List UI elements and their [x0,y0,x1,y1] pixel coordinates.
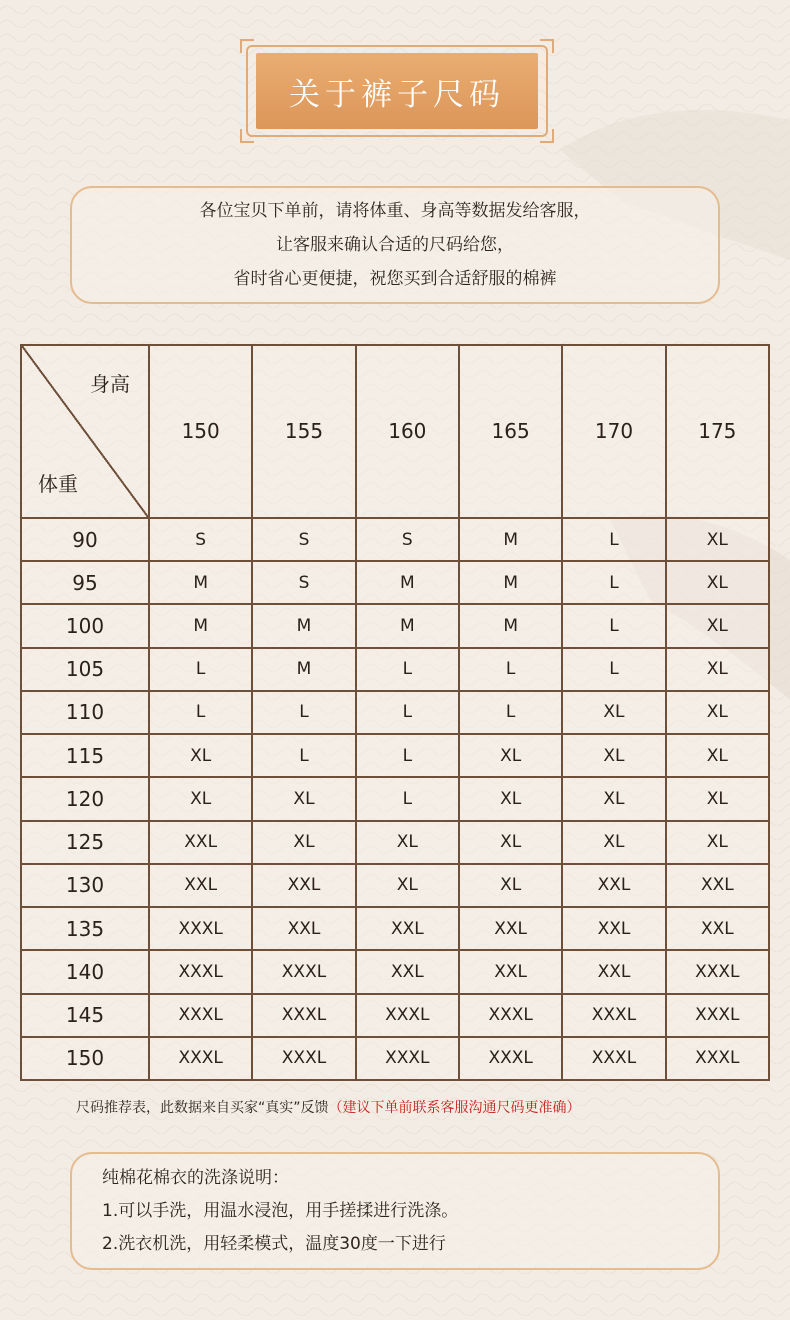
size-cell: XL [666,648,769,691]
size-cell: M [356,604,459,647]
weight-cell: 110 [21,691,149,734]
weight-cell: 95 [21,561,149,604]
weight-cell: 140 [21,950,149,993]
size-cell: XL [562,777,665,820]
height-header-cell: 165 [459,345,562,518]
size-cell: XXL [562,950,665,993]
size-cell: XL [562,691,665,734]
table-row [21,777,769,820]
size-cell: XXXL [356,1037,459,1080]
size-cell: L [562,518,665,561]
notice-box [70,186,720,304]
footnote-highlight: （建议下单前联系客服沟通尺码更准确） [328,1100,581,1116]
height-header-cell: 150 [149,345,252,518]
size-cell: XL [149,734,252,777]
size-cell: XXL [562,907,665,950]
size-cell: XXL [459,907,562,950]
size-cell: XXL [666,907,769,950]
weight-cell: 120 [21,777,149,820]
size-cell: L [356,691,459,734]
weight-cell: 150 [21,1037,149,1080]
size-cell: XXXL [252,950,355,993]
size-cell: M [149,561,252,604]
size-cell: XL [252,821,355,864]
size-cell: M [459,604,562,647]
banner-corner-ornament [540,39,554,53]
size-cell: XXXL [149,950,252,993]
size-cell: XXL [562,864,665,907]
size-cell: XXXL [562,994,665,1037]
size-cell: L [459,691,562,734]
size-cell: L [149,648,252,691]
size-cell: XL [562,734,665,777]
size-cell: XL [666,821,769,864]
table-row [21,907,769,950]
size-cell: XXXL [149,994,252,1037]
size-cell: XXXL [149,1037,252,1080]
weight-cell: 125 [21,821,149,864]
size-cell: XL [562,821,665,864]
height-axis-label: 身高 [90,372,130,396]
wash-instruction-line: 1.可以手洗，用温水浸泡，用手搓揉进行洗涤。 [102,1201,459,1221]
table-row [21,648,769,691]
size-cell: XL [666,734,769,777]
table-row [21,950,769,993]
wash-instruction-line: 2.洗衣机洗，用轻柔模式，温度30度一下进行 [102,1234,446,1254]
table-row [21,604,769,647]
table-row [21,821,769,864]
weight-cell: 90 [21,518,149,561]
size-cell: XL [356,821,459,864]
size-cell: XXL [252,864,355,907]
table-row [21,518,769,561]
size-cell: M [356,561,459,604]
size-cell: L [459,648,562,691]
weight-axis-label: 体重 [38,471,78,496]
size-cell: L [562,604,665,647]
size-cell: XXL [356,950,459,993]
height-header-cell: 160 [356,345,459,518]
size-cell: XXXL [666,994,769,1037]
height-header-cell: 175 [666,345,769,518]
size-cell: XL [459,864,562,907]
size-cell: XXXL [666,950,769,993]
size-cell: XXXL [252,1037,355,1080]
size-cell: L [562,648,665,691]
weight-cell: 115 [21,734,149,777]
size-cell: XXL [356,907,459,950]
size-cell: XXL [252,907,355,950]
height-header-cell: 170 [562,345,665,518]
table-row [21,734,769,777]
weight-cell: 135 [21,907,149,950]
size-cell: XL [666,691,769,734]
banner-corner-ornament [240,129,254,143]
size-cell: L [356,777,459,820]
size-cell: XL [459,821,562,864]
table-row [21,561,769,604]
size-chart-table [20,344,770,1081]
size-cell: S [356,518,459,561]
size-cell: XXXL [252,994,355,1037]
size-cell: L [149,691,252,734]
size-cell: XXXL [149,907,252,950]
size-cell: S [149,518,252,561]
weight-cell: 105 [21,648,149,691]
size-cell: XXL [459,950,562,993]
size-cell: XXL [666,864,769,907]
weight-cell: 145 [21,994,149,1037]
size-cell: XXXL [666,1037,769,1080]
page-title: 关于裤子尺码 [289,76,505,113]
notice-line: 省时省心更便捷，祝您买到合适舒服的棉裤 [233,269,557,289]
weight-cell: 130 [21,864,149,907]
table-header-row [21,345,769,518]
size-cell: S [252,561,355,604]
size-cell: L [252,734,355,777]
size-cell: L [562,561,665,604]
diagonal-header-cell [21,345,149,518]
size-cell: XXXL [356,994,459,1037]
size-cell: L [356,734,459,777]
size-cell: XL [666,518,769,561]
table-row [21,994,769,1037]
size-cell: S [252,518,355,561]
washing-instructions-box [70,1152,720,1270]
banner-corner-ornament [540,129,554,143]
size-cell: XXXL [562,1037,665,1080]
size-cell: XL [149,777,252,820]
size-cell: XXXL [459,994,562,1037]
size-cell: XL [666,561,769,604]
title-banner [256,53,538,129]
banner-corner-ornament [240,39,254,53]
table-row [21,691,769,734]
size-cell: M [459,518,562,561]
size-cell: L [356,648,459,691]
size-cell: M [252,604,355,647]
size-cell: M [459,561,562,604]
notice-line: 让客服来确认合适的尺码给您， [276,235,514,255]
size-cell: XL [356,864,459,907]
size-cell: XL [252,777,355,820]
footnote-text: 尺码推荐表，此数据来自买家“真实”反馈 [76,1100,329,1116]
size-cell: XXL [149,821,252,864]
size-cell: M [252,648,355,691]
size-cell: XL [666,604,769,647]
table-row [21,864,769,907]
notice-line: 各位宝贝下单前，请将体重、身高等数据发给客服， [199,201,591,221]
size-cell: XXXL [459,1037,562,1080]
size-cell: L [252,691,355,734]
size-cell: XL [459,777,562,820]
size-cell: XL [666,777,769,820]
size-cell: XL [459,734,562,777]
table-footnote [76,1097,581,1117]
height-header-cell: 155 [252,345,355,518]
size-cell: M [149,604,252,647]
table-row [21,1037,769,1080]
size-cell: XXL [149,864,252,907]
weight-cell: 100 [21,604,149,647]
wash-instruction-line: 纯棉花棉衣的洗涤说明： [102,1168,289,1188]
